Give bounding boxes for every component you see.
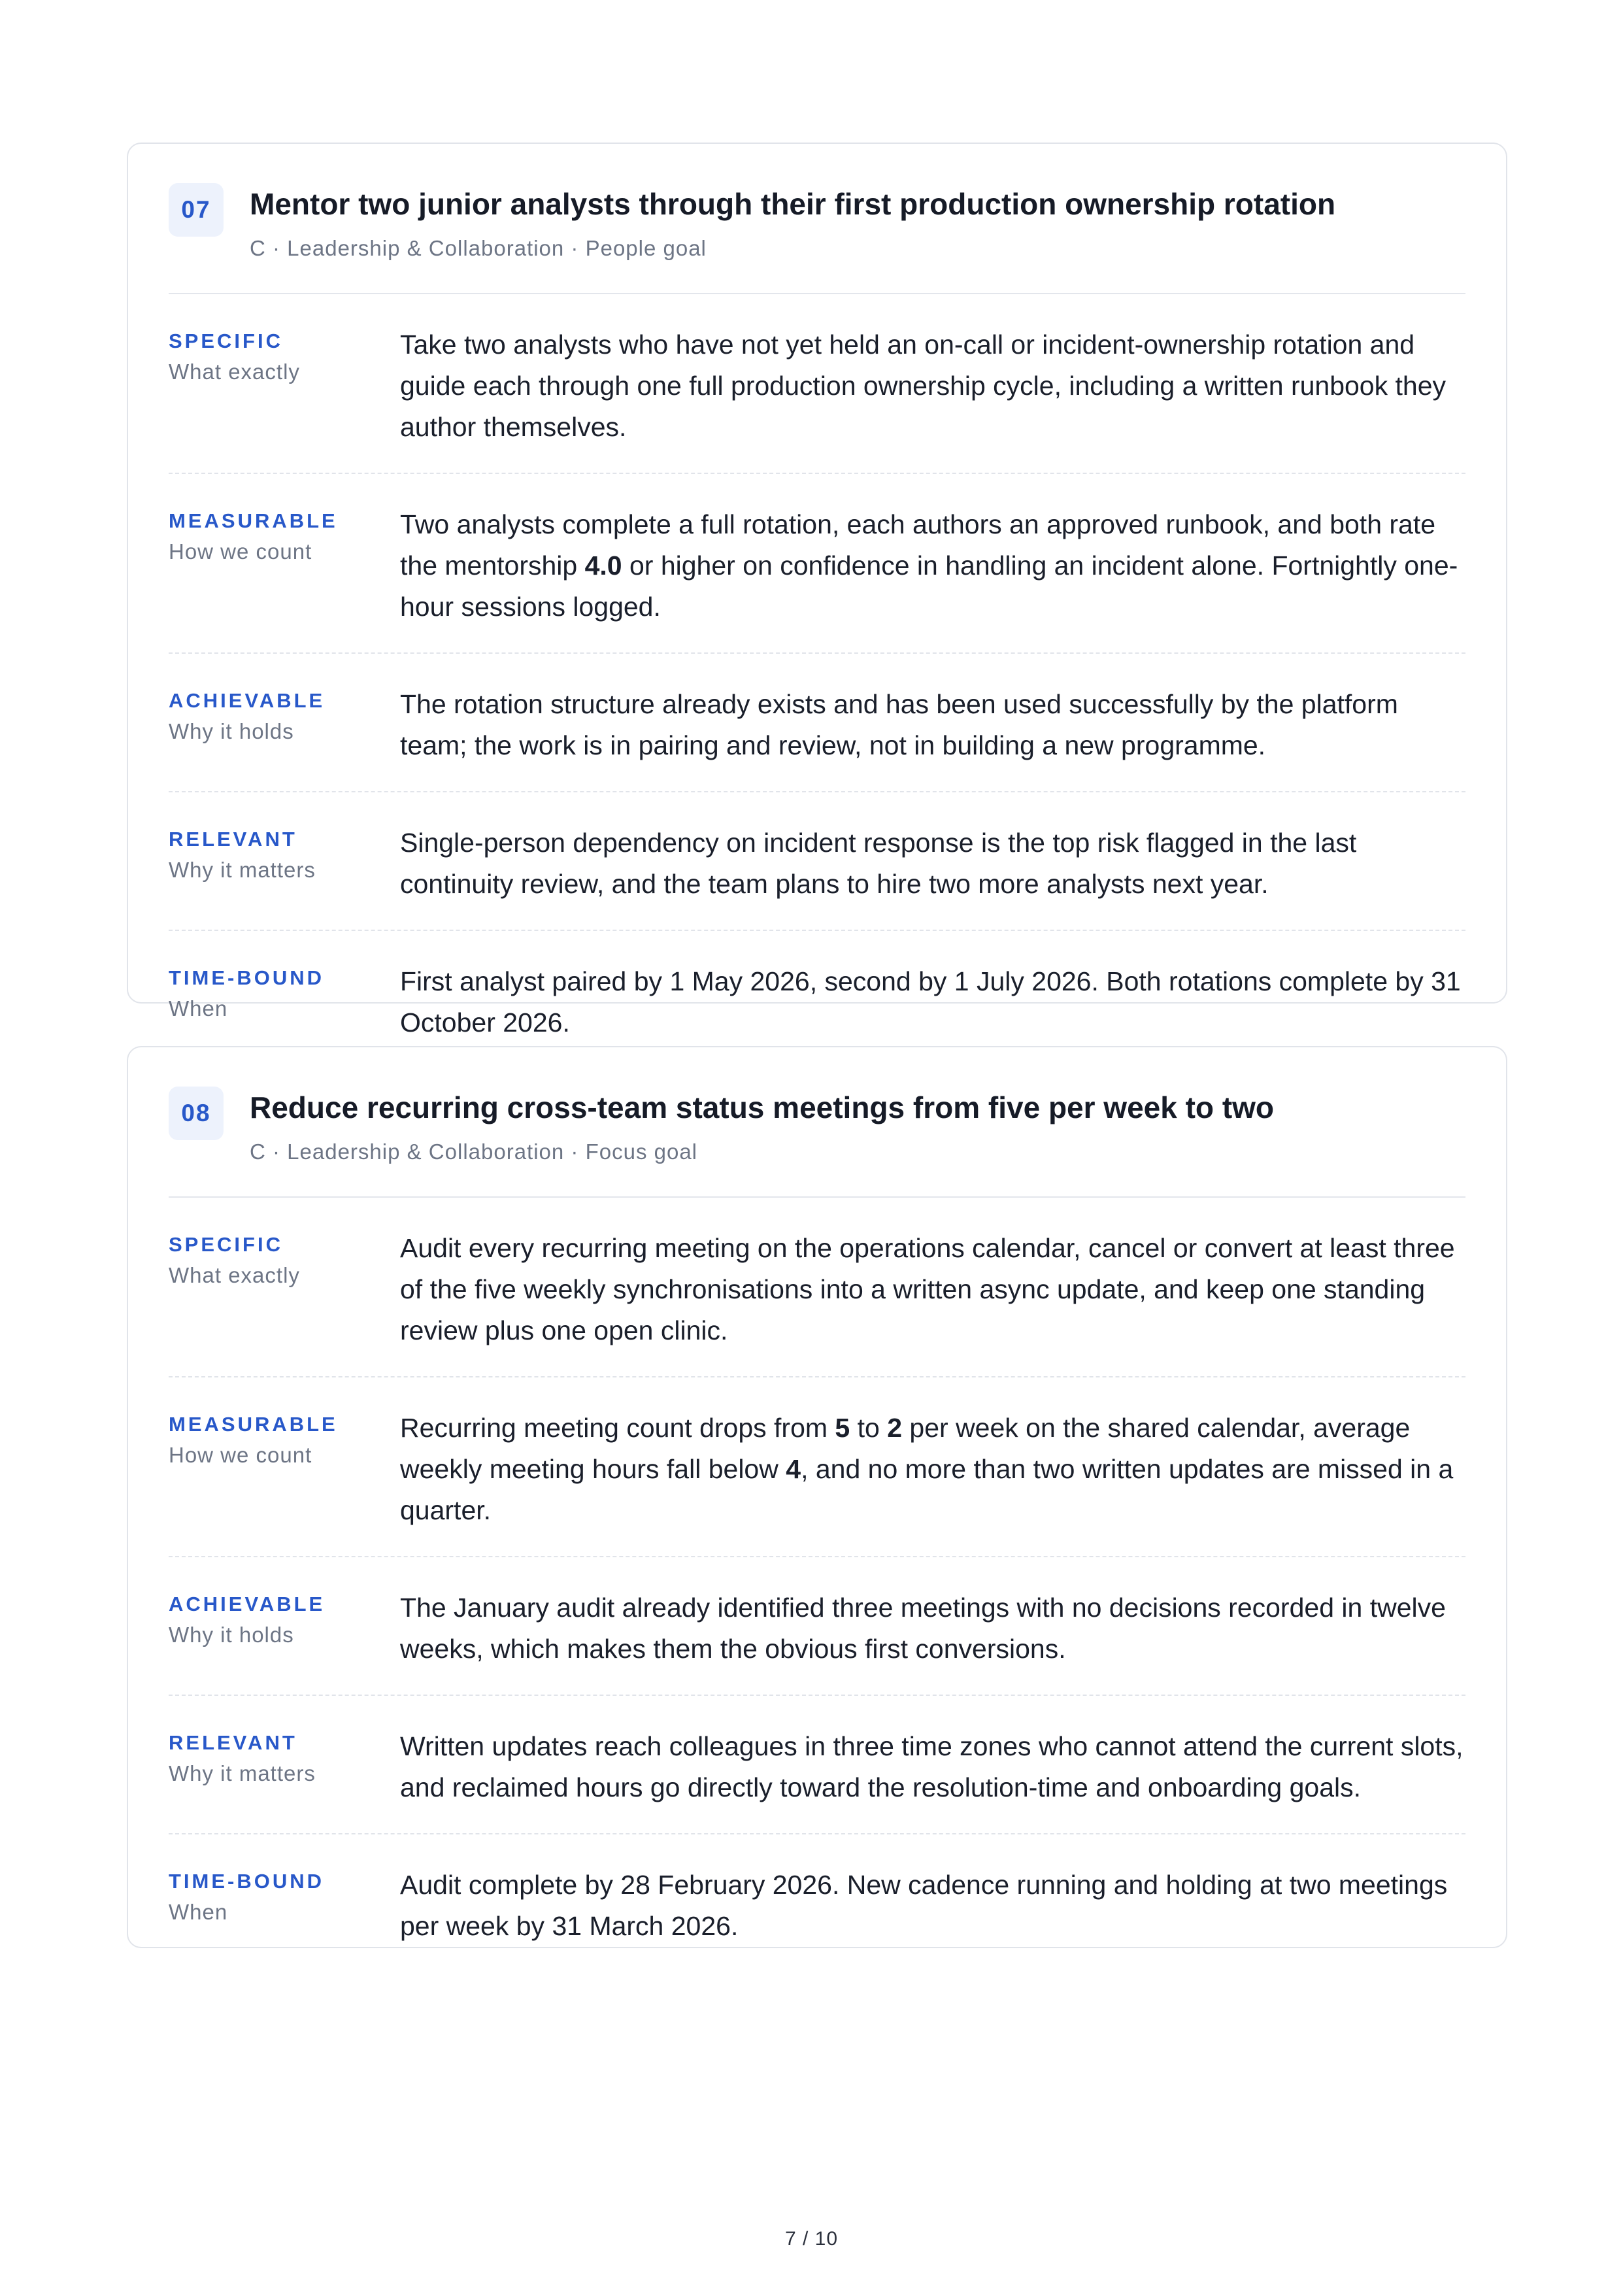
smart-criterion: ACHIEVABLE [169, 1593, 326, 1615]
smart-criterion: RELEVANT [169, 1731, 297, 1754]
smart-rows [169, 1198, 1465, 1972]
smart-row-text [400, 822, 1465, 905]
smart-row-time-bound [169, 1834, 1465, 1972]
goal-title: Reduce recurring cross-team status meetings from five per week to two [250, 1090, 1275, 1124]
goal-card [127, 143, 1507, 1038]
smart-row-text [400, 1865, 1465, 1947]
smart-criterion-hint: How we count [169, 1443, 312, 1467]
text-segment: The January audit already identified three meetings with no decisions recorded in twelve weeks, which makes them the obvious first conversions. [400, 1593, 1446, 1664]
goal-meta: C · Leadership & Collaboration · People goal [250, 236, 707, 260]
text-segment: or higher on confidence in handling an incident alone. Fortnightly one-hour sessions logged. [400, 550, 1458, 622]
goal-header [169, 183, 1465, 293]
highlighted-value: 4.0 [584, 550, 622, 581]
text-segment: per week on the shared calendar, average weekly meeting hours fall below [400, 1413, 1411, 1484]
smart-row-specific [169, 1198, 1465, 1377]
text-segment: Written updates reach colleagues in three time zones who cannot attend the current slots, and reclaimed hours go directly toward the resolution-time and onboarding goals. [400, 1731, 1464, 1802]
smart-row-label [169, 961, 400, 1043]
smart-row-label [169, 822, 400, 905]
text-segment: First analyst paired by 1 May 2026, second by 1 July 2026. Both rotations complete by 31 October 2026. [400, 966, 1461, 1038]
text-segment: to [850, 1413, 888, 1443]
smart-row-text [400, 684, 1465, 766]
smart-criterion-hint: Why it holds [169, 1623, 294, 1647]
smart-row-achievable [169, 654, 1465, 792]
smart-criterion-hint: Why it holds [169, 719, 294, 743]
smart-row-relevant [169, 792, 1465, 931]
smart-criterion: ACHIEVABLE [169, 689, 326, 712]
smart-criterion: SPECIFIC [169, 329, 283, 352]
goal-title: Mentor two junior analysts through their first production ownership rotation [250, 187, 1336, 221]
smart-criterion: TIME-BOUND [169, 1870, 325, 1893]
smart-rows [169, 294, 1465, 1068]
smart-row-label [169, 1726, 400, 1808]
smart-row-text [400, 504, 1465, 628]
smart-row-measurable [169, 1377, 1465, 1557]
smart-row-label [169, 1587, 400, 1670]
text-segment: Recurring meeting count drops from [400, 1413, 835, 1443]
smart-criterion: RELEVANT [169, 828, 297, 851]
smart-criterion: MEASURABLE [169, 509, 338, 532]
goal-header [169, 1087, 1465, 1196]
smart-criterion-hint: What exactly [169, 1263, 300, 1287]
smart-criterion-hint: When [169, 996, 228, 1021]
text-segment: Audit complete by 28 February 2026. New cadence running and holding at two meetings per week by 31 March 2026. [400, 1870, 1448, 1941]
highlighted-value: 5 [835, 1413, 850, 1443]
smart-criterion: SPECIFIC [169, 1233, 283, 1256]
goal-card [127, 1046, 1507, 1948]
smart-row-label [169, 684, 400, 766]
smart-row-text [400, 961, 1465, 1043]
text-segment: Single-person dependency on incident response is the top risk flagged in the last continuity review, and the team plans to hire two more analysts next year. [400, 828, 1357, 899]
text-segment: The rotation structure already exists and has been used successfully by the platform team; the work is in pairing and review, not in building a new programme. [400, 689, 1398, 760]
smart-row-relevant [169, 1696, 1465, 1834]
page-indicator: 7 / 10 [784, 2228, 839, 2250]
smart-criterion-hint: When [169, 1900, 228, 1924]
smart-criterion-hint: What exactly [169, 360, 300, 384]
text-segment: Audit every recurring meeting on the operations calendar, cancel or convert at least three of the five weekly synchronisations into a written async update, and keep one standing review plus one open clinic. [400, 1233, 1455, 1345]
smart-criterion: TIME-BOUND [169, 966, 325, 989]
smart-row-specific [169, 294, 1465, 474]
highlighted-value: 2 [887, 1413, 903, 1443]
smart-row-text [400, 1228, 1465, 1351]
goal-meta: C · Leadership & Collaboration · Focus goal [250, 1140, 698, 1164]
smart-row-label [169, 1228, 400, 1351]
smart-row-label [169, 1408, 400, 1531]
text-segment: Take two analysts who have not yet held an on-call or incident-ownership rotation and guide each through one full production ownership cycle, including a written runbook they author themselves. [400, 329, 1447, 442]
highlighted-value: 4 [786, 1454, 801, 1484]
smart-row-achievable [169, 1557, 1465, 1696]
goal-number-badge: 07 [169, 183, 224, 237]
smart-row-label [169, 324, 400, 448]
smart-criterion: MEASURABLE [169, 1413, 338, 1436]
text-segment: Two analysts complete a full rotation, each authors an approved runbook, and both rate the mentorship [400, 509, 1436, 581]
smart-criterion-hint: How we count [169, 539, 312, 564]
smart-row-label [169, 1865, 400, 1947]
smart-row-text [400, 1726, 1465, 1808]
smart-criterion-hint: Why it matters [169, 858, 316, 882]
smart-row-label [169, 504, 400, 628]
text-segment: , and no more than two written updates are missed in a quarter. [400, 1454, 1454, 1525]
goal-card-body [169, 183, 1465, 1068]
smart-row-text [400, 1587, 1465, 1670]
smart-row-text [400, 1408, 1465, 1531]
smart-row-text [400, 324, 1465, 448]
goal-card-body [169, 1087, 1465, 1972]
goal-number-badge: 08 [169, 1087, 224, 1140]
smart-row-measurable [169, 474, 1465, 654]
smart-criterion-hint: Why it matters [169, 1761, 316, 1785]
